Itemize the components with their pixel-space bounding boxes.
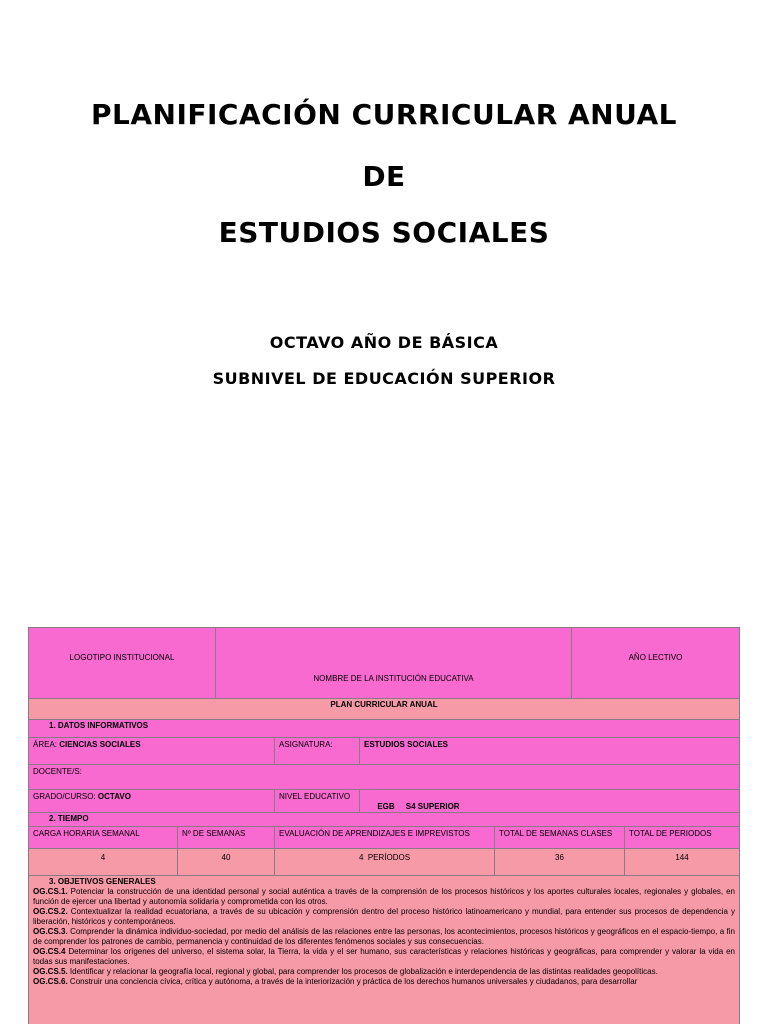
teacher-row [28,764,740,790]
time-value-class-weeks: 36 [555,853,564,862]
subject-value-cell [359,738,739,764]
time-header-cell [494,827,624,848]
time-header-evaluation: EVALUACIÓN DE APRENDIZAJES E IMPREVISTOS [279,829,470,838]
year-label: AÑO LECTIVO [628,653,683,662]
time-header-weekly-load: CARGA HORARIA SEMANAL [33,829,140,838]
time-header-cell [624,827,739,848]
time-header-row [28,826,740,849]
area-cell [29,738,274,764]
objective-code: OG.CS.5. [33,967,68,976]
time-value-weekly-load: 4 [100,853,106,862]
subject-value: ESTUDIOS SOCIALES [364,740,449,749]
objective-code: OG.CS.3. [33,927,68,936]
grade-value: OCTAVO [97,792,131,801]
section-datos-title: 1. DATOS INFORMATIVOS [49,721,149,730]
section-datos-row [28,719,740,738]
objective-item [33,967,735,977]
time-header-cell [274,827,494,848]
objective-code: OG.CS.6. [33,977,68,986]
objectives-row [28,875,740,1024]
cover-title-line-2: DE [362,160,406,193]
time-value-cell [177,849,274,875]
objective-item [33,947,735,967]
time-header-class-weeks: TOTAL DE SEMANAS CLASES [499,829,613,838]
objective-text: Comprender la dinámica individuo-sociedad, por medio del análisis de las relaciones entre las personas, los acontecimientos, procesos históricos y geográficos en el espacio-tiempo, a fin de comprender los patrones de cambio, permanencia y continuidad de los diferentes fenómenos sociales y sus consecuencias. [33,927,735,946]
cover-subtitle-grade: OCTAVO AÑO DE BÁSICA [269,333,499,352]
section-objetivos-title: 3. OBJETIVOS GENERALES [49,877,156,886]
time-value-weeks: 40 [221,853,231,862]
plan-title-row [28,698,740,720]
objective-item [33,977,735,987]
teacher-label: DOCENTE/S: [33,767,82,776]
time-value-cell [624,849,739,875]
time-header-cell [29,827,177,848]
header-row [28,627,740,699]
objective-code: OG.CS.2. [33,907,68,916]
plan-table [28,627,740,1024]
grade-row [28,789,740,813]
area-row [28,737,740,765]
time-values-row [28,848,740,876]
plan-title: PLAN CURRICULAR ANUAL [330,700,438,709]
objective-text: Construir una conciencia cívica, crítica y autónoma, a través de la interiorización y práctica de los derechos humanos universales y ciudadanos, para desarrollar [67,977,638,986]
cover-title-line-3: ESTUDIOS SOCIALES [218,216,550,249]
logo-cell [29,628,215,698]
institution-label: NOMBRE DE LA INSTITUCIÓN EDUCATIVA [313,674,474,683]
grade-cell [29,790,274,812]
time-value-total-periods: 144 [675,853,689,862]
objective-text: Determinar los orígenes del universo, el sistema solar, la Tierra, la vida y el ser humano, sus características y relaciones históricas y geográficas, para comprender y valorar la vida en todas sus manifestaciones. [33,947,735,966]
area-label: ÁREA: [33,740,58,749]
year-cell [571,628,739,698]
objective-text: Potenciar la construcción de una identidad personal y social auténtica a través de la comprensión de los procesos históricos y los aportes culturales locales, regionales y globales, en función de ejercer una libertad y autonomía solidaria y comprometida con los otros. [33,887,735,906]
subject-label: ASIGNATURA: [279,740,333,749]
time-value-cell [274,849,494,875]
cover-title-line-1: PLANIFICACIÓN CURRICULAR ANUAL [90,98,678,131]
time-header-total-periods: TOTAL DE PERIODOS [629,829,712,838]
objective-code: OG.CS.1. [33,887,68,896]
time-header-weeks: Nº DE SEMANAS [182,829,246,838]
level-label: NIVEL EDUCATIVO [279,792,351,801]
objective-code: OG.CS.4 [33,947,66,956]
level-value: EGB S4 SUPERIOR [377,802,460,811]
objective-item [33,927,735,947]
time-value-cell [494,849,624,875]
section-tiempo-title: 2. TIEMPO [49,814,89,823]
objective-text: Contextualizar la realidad ecuatoriana, a través de su ubicación y comprensión dentro del proceso histórico latinoamericano y mundial, para entender sus procesos de dependencia y liberación, históricos y contemporáneos. [33,907,735,926]
institution-cell [215,628,571,698]
objective-text: Identificar y relacionar la geografía local, regional y global, para comprender los procesos de globalización e interdependencia de las distintas realidades geopolíticas. [67,967,658,976]
subject-label-cell [274,738,359,764]
level-label-cell [274,790,359,812]
time-value-cell [29,849,177,875]
logo-label: LOGOTIPO INSTITUCIONAL [69,653,175,662]
cover-subtitle-level: SUBNIVEL DE EDUCACIÓN SUPERIOR [212,369,556,388]
objective-item [33,907,735,927]
time-header-cell [177,827,274,848]
level-value-cell [359,790,739,812]
objective-item [33,887,735,907]
section-tiempo-row [28,812,740,827]
grade-label: GRADO/CURSO: [33,792,96,801]
time-value-evaluation: 4 PERÍODOS [358,853,411,862]
area-value: CIENCIAS SOCIALES [59,740,141,749]
